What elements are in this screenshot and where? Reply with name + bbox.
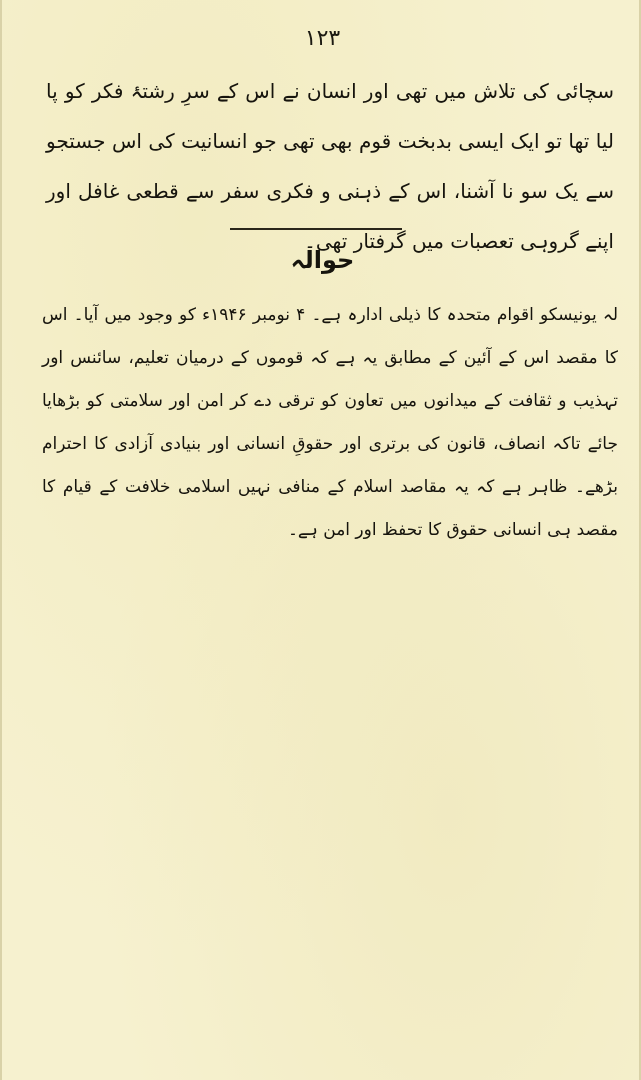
main-paragraph: سچائی کی تلاش میں تھی اور انسان نے اس کے سرِ رشتۂ فکر کو پا لیا تھا تو ایک ایسی بدبخت قوم بھی تھی جو انسانیت کی اس جستجو سے یک سو نا آشنا، اس کے ذہنی و فکری سفر سے قطعی غافل اور اپنے گروہی تعصبات میں گرفتار تھی۔ [46, 79, 614, 253]
reference-heading: حوالہ [290, 246, 355, 274]
page-number: ۱۲۳ [304, 26, 341, 51]
section-divider [230, 228, 402, 230]
reference-paragraph: لہ یونیسکو اقوام متحدہ کا ذیلی ادارہ ہے۔ ۴ نومبر ۱۹۴۶ء کو وجود میں آیا۔ اس کا مقصد اس کے آئین کے مطابق یہ ہے کہ قوموں کے درمیان تعلیم، سائنس اور تہذیب و ثقافت کے میدانوں میں تعاون کو ترقی دے کر امن اور سلامتی کو بڑھایا جائے تاکہ انصاف، قانون کی برتری اور حقوقِ انسانی اور بنیادی آزادی کا احترام بڑھے۔ ظاہر ہے کہ یہ مقاصد اسلام کے منافی نہیں اسلامی خلافت کے قیام کا مقصد ہی انسانی حقوق کا تحفظ اور امن ہے۔ [42, 305, 619, 540]
